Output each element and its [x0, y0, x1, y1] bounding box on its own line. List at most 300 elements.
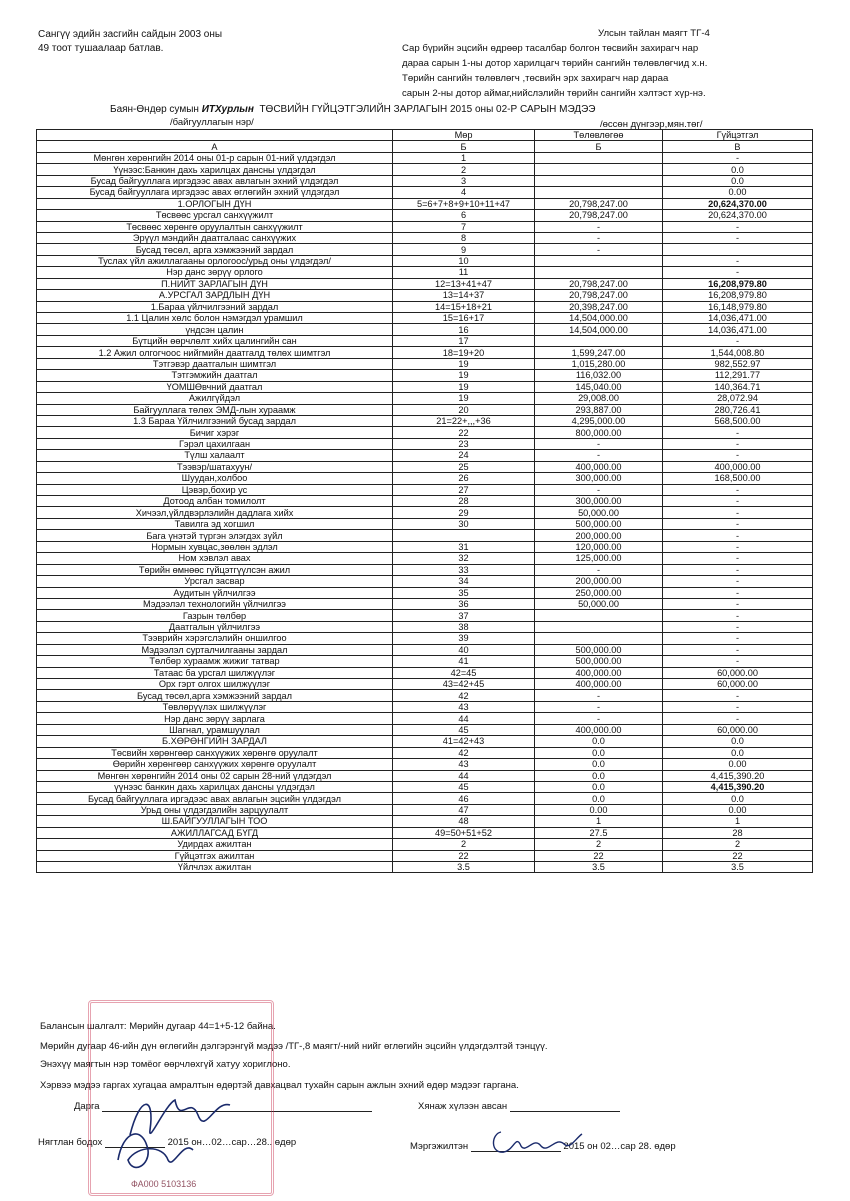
- row-actual: 16,148,979.80: [663, 301, 813, 312]
- row-actual: 14,036,471.00: [663, 324, 813, 335]
- row-plan: 20,798,247.00: [535, 198, 663, 209]
- row-code: 5=6+7+8+9+10+11+47: [393, 198, 535, 209]
- table-row: [37, 164, 813, 175]
- row-actual: 60,000.00: [663, 679, 813, 690]
- table-row: [37, 839, 813, 850]
- row-name: Төсвийн хөрөнгөөр санхүүжих хөрөнгө оруулалт: [37, 747, 393, 758]
- row-code: 38: [393, 621, 535, 632]
- table-row: [37, 335, 813, 346]
- title-prefix: Баян-Өндөр сумын: [110, 104, 202, 115]
- row-name: 1.ОРЛОГЫН ДҮН: [37, 198, 393, 209]
- table-row: [37, 587, 813, 598]
- row-name: Шагнал, урамшуулал: [37, 724, 393, 735]
- col-letter-plan: Б: [535, 141, 663, 152]
- row-plan: -: [535, 232, 663, 243]
- table-row: [37, 736, 813, 747]
- row-code: 41=42+43: [393, 736, 535, 747]
- table-row: [37, 656, 813, 667]
- row-plan: 500,000.00: [535, 518, 663, 529]
- col-letter-name: А: [37, 141, 393, 152]
- row-plan: -: [535, 713, 663, 724]
- row-actual: -: [663, 587, 813, 598]
- row-actual: 280,726.41: [663, 404, 813, 415]
- table-row: [37, 713, 813, 724]
- row-name: Өөрийн хөрөнгөөр санхүүжих хөрөнгө оруулалт: [37, 759, 393, 770]
- row-actual: 60,000.00: [663, 724, 813, 735]
- table-row: [37, 759, 813, 770]
- row-code: 12=13+41+47: [393, 278, 535, 289]
- receiver-signature: [418, 1101, 620, 1112]
- row-code: 45: [393, 724, 535, 735]
- row-code: 17: [393, 335, 535, 346]
- table-row: [37, 633, 813, 644]
- table-row: [37, 598, 813, 609]
- row-plan: [535, 633, 663, 644]
- row-code: 3.5: [393, 862, 535, 873]
- row-actual: 28: [663, 827, 813, 838]
- table-row: [37, 770, 813, 781]
- row-plan: 293,887.00: [535, 404, 663, 415]
- row-code: 7: [393, 221, 535, 232]
- row-code: 10: [393, 255, 535, 266]
- row-name: Төсвөөс урсгал санхүүжилт: [37, 210, 393, 221]
- row-name: 1.2 Ажил олгогчоос нийгмийн даатгалд төлөх шимтгэл: [37, 347, 393, 358]
- approval-line-1: Сангүү эдийн засгийн сайдын 2003 оны: [38, 29, 223, 40]
- row-plan: 1: [535, 816, 663, 827]
- row-actual: 1,544,008.80: [663, 347, 813, 358]
- row-name: 1.3 Бараа Үйлчилгээний бусад зардал: [37, 415, 393, 426]
- row-name: Бусад байгууллага иргэдээс авах өглөгийн эхний үлдэгдэл: [37, 187, 393, 198]
- row-code: 4: [393, 187, 535, 198]
- row-actual: 28,072.94: [663, 393, 813, 404]
- row-actual: 0.0: [663, 793, 813, 804]
- row-code: 18=19+20: [393, 347, 535, 358]
- row-actual: [663, 244, 813, 255]
- table-row: [37, 278, 813, 289]
- submission-note: [402, 26, 822, 101]
- row-name: Урьд оны үлдэгдэлийн зарцуулалт: [37, 804, 393, 815]
- row-code: 32: [393, 553, 535, 564]
- table-row: [37, 553, 813, 564]
- row-code: 44: [393, 713, 535, 724]
- row-plan: 116,032.00: [535, 370, 663, 381]
- table-row: [37, 415, 813, 426]
- col-letter-code: Б: [393, 141, 535, 152]
- row-actual: -: [663, 598, 813, 609]
- table-row: [37, 816, 813, 827]
- table-row: [37, 564, 813, 575]
- row-name: Нормын хувцас,зөөлөн эдлэл: [37, 541, 393, 552]
- table-body: [37, 130, 813, 873]
- table-row: [37, 427, 813, 438]
- table-row: [37, 244, 813, 255]
- table-row: [37, 827, 813, 838]
- row-plan: [535, 187, 663, 198]
- receiver-line: [510, 1111, 620, 1112]
- row-actual: -: [663, 507, 813, 518]
- row-plan: [535, 267, 663, 278]
- row-plan: [535, 621, 663, 632]
- submission-line-1: Сар бүрийн эцсийн өдрөөр тасалбар болгон төсвийн захирагч нар: [402, 43, 699, 54]
- row-code: 46: [393, 793, 535, 804]
- table-row: [37, 621, 813, 632]
- approval-note: [38, 28, 222, 56]
- row-plan: 200,000.00: [535, 576, 663, 587]
- row-name: Нэр данс зөрүү зарлага: [37, 713, 393, 724]
- row-code: 22: [393, 427, 535, 438]
- row-code: 31: [393, 541, 535, 552]
- row-name: Ш.БАЙГУУЛЛАГЫН ТОО: [37, 816, 393, 827]
- row-actual: -: [663, 644, 813, 655]
- row-code: 42: [393, 690, 535, 701]
- row-plan: 3.5: [535, 862, 663, 873]
- row-name: үүнээс банкин дахь харилцах дансны үлдэгдэл: [37, 781, 393, 792]
- row-plan: [535, 610, 663, 621]
- row-name: Гэрэл цахилгаан: [37, 438, 393, 449]
- row-code: 28: [393, 496, 535, 507]
- row-plan: 400,000.00: [535, 724, 663, 735]
- row-code: 19: [393, 358, 535, 369]
- row-name: Удирдах ажилтан: [37, 839, 393, 850]
- table-row: [37, 507, 813, 518]
- table-row: [37, 701, 813, 712]
- row-code: 45: [393, 781, 535, 792]
- row-plan: 0.0: [535, 759, 663, 770]
- director-label: Дарга: [74, 1101, 100, 1112]
- table-row: [37, 324, 813, 335]
- row-actual: 3.5: [663, 862, 813, 873]
- row-name: Аудитын үйлчилгээ: [37, 587, 393, 598]
- row-name: Бусад төсөл, арга хэмжээний зардал: [37, 244, 393, 255]
- row-actual: 22: [663, 850, 813, 861]
- row-actual: -: [663, 255, 813, 266]
- row-plan: -: [535, 484, 663, 495]
- row-name: Тээврийн хэрэгслэлийн оншилгоо: [37, 633, 393, 644]
- row-actual: 568,500.00: [663, 415, 813, 426]
- row-actual: 16,208,979.80: [663, 278, 813, 289]
- row-plan: 14,504,000.00: [535, 313, 663, 324]
- accountant-date: 2015 он…02…сар…28.. өдөр: [167, 1137, 297, 1148]
- row-actual: -: [663, 267, 813, 278]
- submission-line-3: Төрийн сангийн төлөвлөгч ,төсвийн эрх захирагч нар дараа: [402, 73, 669, 84]
- row-plan: 800,000.00: [535, 427, 663, 438]
- row-code: 16: [393, 324, 535, 335]
- table-row: [37, 793, 813, 804]
- table-row: [37, 232, 813, 243]
- row-name: Мөнгөн хөрөнгийн 2014 оны 02 сарын 28-ний үлдэгдэл: [37, 770, 393, 781]
- row-plan: 145,040.00: [535, 381, 663, 392]
- row-code: 37: [393, 610, 535, 621]
- report-title: [110, 104, 595, 115]
- row-plan: -: [535, 244, 663, 255]
- row-name: Бусад байгууллага иргэдээс авах авлагын эхний үлдэгдэл: [37, 175, 393, 186]
- row-actual: 0.00: [663, 187, 813, 198]
- row-plan: 29,008.00: [535, 393, 663, 404]
- row-code: 41: [393, 656, 535, 667]
- footnote-deadline: Хэрвээ мэдээ гаргах хугацаа амралтын өдөртэй давхацвал тухайн сарын ажлын эхний өдөр мэдээг гаргана.: [40, 1080, 519, 1091]
- row-name: Нэр данс зөрүү орлого: [37, 267, 393, 278]
- row-actual: 400,000.00: [663, 461, 813, 472]
- title-main: ТӨСВИЙН ГҮЙЦЭТГЭЛИЙН ЗАРЛАГЫН 2015 оны 02-Р САРЫН МЭДЭЭ: [259, 104, 596, 115]
- row-plan: 200,000.00: [535, 530, 663, 541]
- row-actual: 60,000.00: [663, 667, 813, 678]
- receiver-label: Хянаж хүлээн авсан: [418, 1101, 508, 1112]
- row-plan: -: [535, 690, 663, 701]
- table-row: [37, 347, 813, 358]
- accountant-signature-scribble: [108, 1120, 198, 1180]
- table-row: [37, 747, 813, 758]
- row-actual: -: [663, 633, 813, 644]
- row-actual: -: [663, 232, 813, 243]
- row-plan: [535, 164, 663, 175]
- row-plan: 20,398,247.00: [535, 301, 663, 312]
- row-name: Хичээл,үйлдвэрлэлийн дадлага хийх: [37, 507, 393, 518]
- table-row: [37, 450, 813, 461]
- row-actual: 0.0: [663, 747, 813, 758]
- row-plan: 0.0: [535, 747, 663, 758]
- row-actual: 2: [663, 839, 813, 850]
- row-plan: 125,000.00: [535, 553, 663, 564]
- row-plan: [535, 175, 663, 186]
- row-name: Эрүүл мэндийн даатгалаас санхүүжих: [37, 232, 393, 243]
- row-code: 11: [393, 267, 535, 278]
- table-row: [37, 644, 813, 655]
- row-code: 24: [393, 450, 535, 461]
- row-name: Үйлчлэх ажилтан: [37, 862, 393, 873]
- col-header-name: [37, 130, 393, 141]
- row-plan: 20,798,247.00: [535, 210, 663, 221]
- row-name: Тээвэр/шатахуун/: [37, 461, 393, 472]
- table-row: [37, 301, 813, 312]
- row-actual: 112,291.77: [663, 370, 813, 381]
- table-row: [37, 370, 813, 381]
- row-code: 8: [393, 232, 535, 243]
- specialist-date: 2015 он 02…сар 28. өдөр: [563, 1141, 676, 1152]
- row-code: 42: [393, 747, 535, 758]
- row-code: 42=45: [393, 667, 535, 678]
- row-name: Төвлөрүүлэх шилжүүлэг: [37, 701, 393, 712]
- table-row: [37, 518, 813, 529]
- row-name: Ажилгүйдэл: [37, 393, 393, 404]
- row-name: Байгууллага төлөх ЭМД-лын хураамж: [37, 404, 393, 415]
- row-actual: -: [663, 576, 813, 587]
- row-plan: -: [535, 438, 663, 449]
- row-code: 2: [393, 164, 535, 175]
- row-actual: -: [663, 427, 813, 438]
- row-name: Түлш халаалт: [37, 450, 393, 461]
- row-name: Үүнээс:Банкин дахь харилцах дансны үлдэгдэл: [37, 164, 393, 175]
- row-plan: 2: [535, 839, 663, 850]
- row-name: Мэдээлэл технологийн үйлчилгээ: [37, 598, 393, 609]
- stamp-id: ФА000 5103136: [131, 1179, 197, 1189]
- row-actual: 4,415,390.20: [663, 781, 813, 792]
- row-code: 1: [393, 152, 535, 163]
- submission-line-2: дараа сарын 1-ны дотор харилцагч төрийн сангийн төлөвлөгчид х.н.: [402, 58, 708, 69]
- row-actual: 982,552.97: [663, 358, 813, 369]
- table-row: [37, 152, 813, 163]
- row-plan: 400,000.00: [535, 679, 663, 690]
- footnote-terms: Энэхүү маягтын нэр томёог өөрчлөхгүй хатуу хориглоно.: [40, 1059, 291, 1070]
- row-actual: -: [663, 541, 813, 552]
- row-code: 48: [393, 816, 535, 827]
- row-plan: -: [535, 450, 663, 461]
- row-code: 3: [393, 175, 535, 186]
- expenditure-table: [36, 129, 813, 873]
- row-code: 19: [393, 381, 535, 392]
- row-plan: 300,000.00: [535, 473, 663, 484]
- row-name: Бичиг хэрэг: [37, 427, 393, 438]
- table-row: [37, 610, 813, 621]
- table-row: [37, 473, 813, 484]
- table-row: [37, 404, 813, 415]
- row-plan: 300,000.00: [535, 496, 663, 507]
- table-row: [37, 313, 813, 324]
- table-row: [37, 381, 813, 392]
- row-code: 26: [393, 473, 535, 484]
- row-plan: 14,504,000.00: [535, 324, 663, 335]
- table-row: [37, 862, 813, 873]
- row-name: Мөнгөн хөрөнгийн 2014 оны 01-р сарын 01-ний үлдэгдэл: [37, 152, 393, 163]
- row-plan: -: [535, 701, 663, 712]
- row-plan: 22: [535, 850, 663, 861]
- row-actual: 20,624,370.00: [663, 198, 813, 209]
- row-code: 13=14+37: [393, 290, 535, 301]
- table-row: [37, 724, 813, 735]
- table-row: [37, 187, 813, 198]
- row-plan: 0.0: [535, 770, 663, 781]
- row-plan: [535, 152, 663, 163]
- approval-line-2: 49 тоот тушаалаар батлав.: [38, 43, 164, 54]
- row-plan: 500,000.00: [535, 656, 663, 667]
- row-name: Төлбөр хураамж жижиг татвар: [37, 656, 393, 667]
- row-plan: 4,295,000.00: [535, 415, 663, 426]
- row-name: А.УРСГАЛ ЗАРДЛЫН ДҮН: [37, 290, 393, 301]
- row-actual: 0.00: [663, 759, 813, 770]
- table-row: [37, 438, 813, 449]
- row-actual: 0.00: [663, 804, 813, 815]
- table-row: [37, 781, 813, 792]
- row-actual: 4,415,390.20: [663, 770, 813, 781]
- col-header-plan: Төлөвлөгөө: [535, 130, 663, 141]
- row-code: 49=50+51+52: [393, 827, 535, 838]
- row-actual: 16,208,979.80: [663, 290, 813, 301]
- table-row: [37, 530, 813, 541]
- row-name: Ном хэвлэл авах: [37, 553, 393, 564]
- table-row: [37, 496, 813, 507]
- row-plan: 20,798,247.00: [535, 278, 663, 289]
- row-actual: 0.0: [663, 736, 813, 747]
- row-name: Бусад төсөл,арга хэмжээний зардал: [37, 690, 393, 701]
- row-actual: -: [663, 484, 813, 495]
- row-code: 30: [393, 518, 535, 529]
- row-code: 22: [393, 850, 535, 861]
- table-row: [37, 804, 813, 815]
- row-code: [393, 530, 535, 541]
- row-actual: -: [663, 564, 813, 575]
- row-plan: 400,000.00: [535, 667, 663, 678]
- row-code: 47: [393, 804, 535, 815]
- row-code: 20: [393, 404, 535, 415]
- row-actual: -: [663, 152, 813, 163]
- row-name: П.НИЙТ ЗАРЛАГЫН ДҮН: [37, 278, 393, 289]
- specialist-label: Мэргэжилтэн: [410, 1141, 469, 1152]
- row-code: 9: [393, 244, 535, 255]
- row-code: 33: [393, 564, 535, 575]
- row-plan: 50,000.00: [535, 598, 663, 609]
- row-plan: -: [535, 564, 663, 575]
- form-id: Улсын тайлан маягт ТГ-4: [598, 28, 710, 39]
- table-row: [37, 850, 813, 861]
- unit-label: /өссөн дүнгээр,мян.төг/: [600, 119, 703, 130]
- row-plan: 27.5: [535, 827, 663, 838]
- row-code: 44: [393, 770, 535, 781]
- col-header-actual: Гүйцэтгэл: [663, 130, 813, 141]
- row-code: 27: [393, 484, 535, 495]
- row-name: 1.1 Цалин хөлс болон нэмэгдэл урамшил: [37, 313, 393, 324]
- table-row: [37, 210, 813, 221]
- row-name: Дотоод албан томилолт: [37, 496, 393, 507]
- row-name: Бусад байгууллага иргэдээс авах авлагын эцсийн үлдэгдэл: [37, 793, 393, 804]
- row-name: Төсвөөс хөрөнгө оруулалтын санхүүжилт: [37, 221, 393, 232]
- accountant-label: Нягтлан бодох: [38, 1137, 103, 1148]
- row-code: 34: [393, 576, 535, 587]
- row-name: Татаас ба урсгал шилжүүлэг: [37, 667, 393, 678]
- row-plan: -: [535, 221, 663, 232]
- row-plan: [535, 255, 663, 266]
- row-code: 6: [393, 210, 535, 221]
- col-header-code: Мөр: [393, 130, 535, 141]
- table-row: [37, 461, 813, 472]
- footnote-balance: Балансын шалгалт: Мөрийн дугаар 44=1+5-12 байна.: [40, 1021, 276, 1032]
- table-row: [37, 255, 813, 266]
- row-name: Бага үнэтэй түргэн элэгдэх зүйл: [37, 530, 393, 541]
- row-actual: -: [663, 496, 813, 507]
- row-actual: -: [663, 690, 813, 701]
- row-actual: -: [663, 450, 813, 461]
- row-code: 43: [393, 701, 535, 712]
- row-code: 36: [393, 598, 535, 609]
- row-code: 29: [393, 507, 535, 518]
- row-name: Тавилга эд хогшил: [37, 518, 393, 529]
- row-code: 19: [393, 393, 535, 404]
- row-actual: -: [663, 553, 813, 564]
- specialist-signature-scribble: [486, 1124, 586, 1160]
- row-name: ҮОМШӨвчний даатгал: [37, 381, 393, 392]
- row-plan: 0.0: [535, 781, 663, 792]
- row-plan: 0.0: [535, 793, 663, 804]
- row-name: Шуудан,холбоо: [37, 473, 393, 484]
- row-actual: 0.0: [663, 164, 813, 175]
- table-row: [37, 576, 813, 587]
- table-row: [37, 690, 813, 701]
- row-actual: -: [663, 610, 813, 621]
- row-name: Туслах үйл ажиллагааны орлогоос/урьд оны үлдэгдэл/: [37, 255, 393, 266]
- row-name: Б.ХӨРӨНГИЙН ЗАРДАЛ: [37, 736, 393, 747]
- row-actual: 1: [663, 816, 813, 827]
- row-name: Тэтгэмжийн даатгал: [37, 370, 393, 381]
- title-org: ИТХурлын: [201, 104, 254, 115]
- row-actual: -: [663, 335, 813, 346]
- table-row: [37, 221, 813, 232]
- row-name: Газрын төлбөр: [37, 610, 393, 621]
- row-code: 40: [393, 644, 535, 655]
- table-row: [37, 667, 813, 678]
- footnote-row46: Мөрийн дугаар 46-ийн дүн өглөгийн дэлгэрэнгүй мэдээ /ТГ-,8 маягт/-ний нийг өглөгийн эцсийн үлдэгдэлтэй тэнцүү.: [40, 1041, 548, 1052]
- table-letter-row: [37, 141, 813, 152]
- col-letter-actual: В: [663, 141, 813, 152]
- table-row: [37, 541, 813, 552]
- row-plan: 50,000.00: [535, 507, 663, 518]
